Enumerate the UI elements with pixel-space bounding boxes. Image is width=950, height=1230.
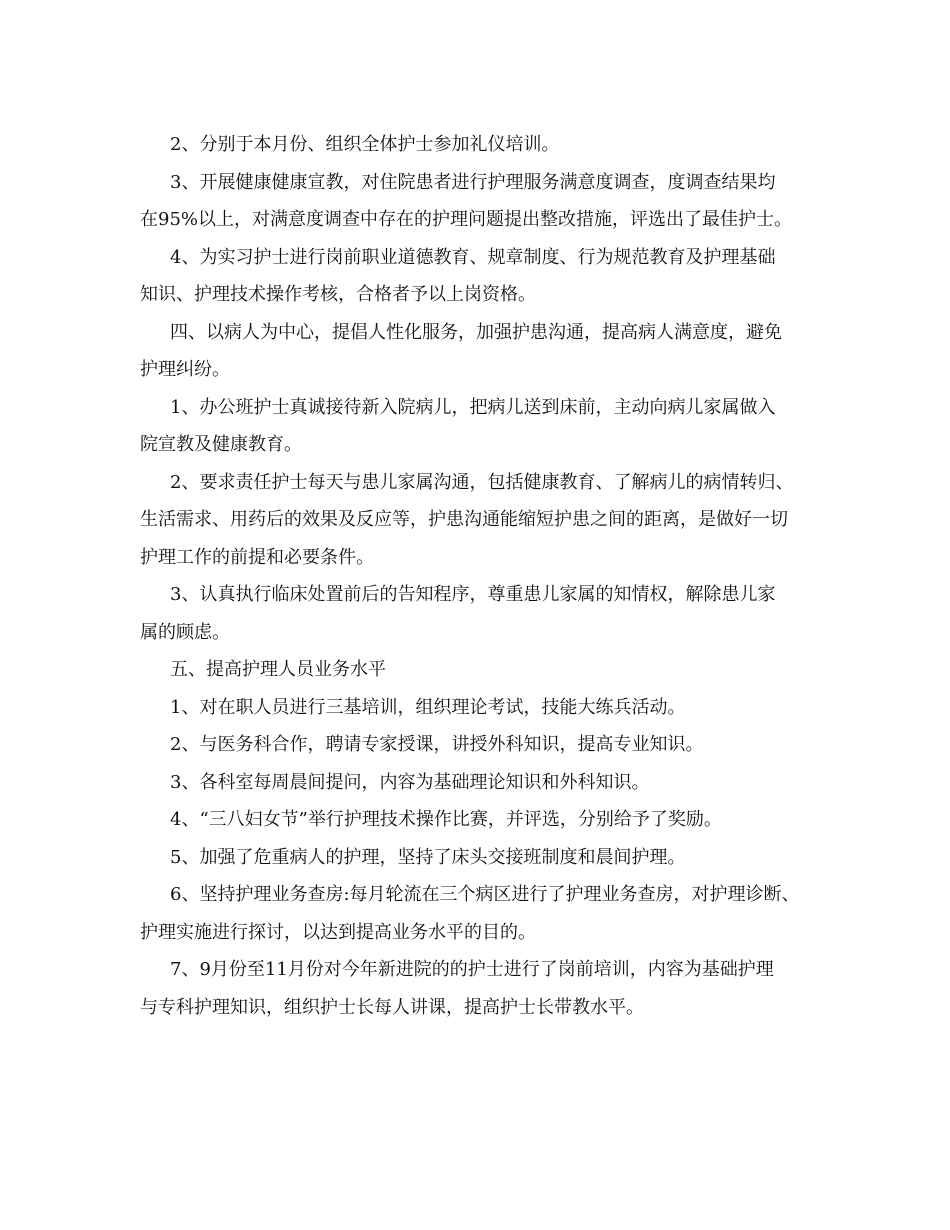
document-body [140, 126, 820, 1026]
section-heading: 四、以病人为中心，提倡人性化服务，加强护患沟通，提高病人满意度，避免 [170, 321, 782, 343]
text-line: 3、各科室每周晨间提问，内容为基础理论知识和外科知识。 [170, 771, 650, 793]
text-line: 2、与医务科合作，聘请专家授课，讲授外科知识，提高专业知识。 [170, 734, 704, 755]
text-line: 4、为实习护士进行岗前职业道德教育、规章制度、行为规范教育及护理基础 [170, 246, 776, 268]
text-line: 4、“三八妇女节”举行护理技术操作比赛，并评选，分别给予了奖励。 [170, 809, 722, 830]
text-line: 1、办公班护士真诚接待新入院病儿，把病儿送到床前，主动向病儿家属做入 [170, 396, 776, 418]
text-line: 护理实施进行探讨，以达到提高业务水平的目的。 [140, 921, 536, 943]
text-line: 生活需求、用药后的效果及反应等，护患沟通能缩短护患之间的距离，是做好一切 [140, 509, 788, 530]
text-line: 护理纠纷。 [140, 359, 230, 380]
text-line: 属的顾虑。 [140, 621, 230, 643]
text-line: 院宣教及健康教育。 [140, 434, 302, 455]
text-line: 6、坚持护理业务查房:每月轮流在三个病区进行了护理业务查房，对护理诊断、 [170, 884, 800, 905]
section-heading: 五、提高护理人员业务水平 [170, 659, 386, 680]
text-line: 与专科护理知识，组织护士长每人讲课，提高护士长带教水平。 [140, 996, 644, 1018]
text-line: 知识、护理技术操作考核，合格者予以上岗资格。 [140, 284, 536, 305]
text-line: 护理工作的前提和必要条件。 [140, 546, 374, 568]
text-line: 5、加强了危重病人的护理，坚持了床头交接班制度和晨间护理。 [170, 846, 686, 868]
text-line: 7、9月份至11月份对今年新进院的的护士进行了岗前培训，内容为基础护理 [170, 959, 774, 980]
text-line: 2、分别于本月份、组织全体护士参加礼仪培训。 [170, 134, 560, 155]
text-line: 2、要求责任护士每天与患儿家属沟通，包括健康教育、了解病儿的病情转归、 [170, 471, 794, 493]
text-line: 在95%以上，对满意度调查中存在的护理问题提出整改措施，评选出了最佳护士。 [140, 209, 793, 230]
text-line: 1、对在职人员进行三基培训，组织理论考试，技能大练兵活动。 [170, 696, 686, 718]
text-line: 3、认真执行临床处置前后的告知程序，尊重患儿家属的知情权，解除患儿家 [170, 584, 776, 605]
text-line: 3、开展健康健康宣教，对住院患者进行护理服务满意度调查，度调查结果均 [170, 171, 776, 193]
